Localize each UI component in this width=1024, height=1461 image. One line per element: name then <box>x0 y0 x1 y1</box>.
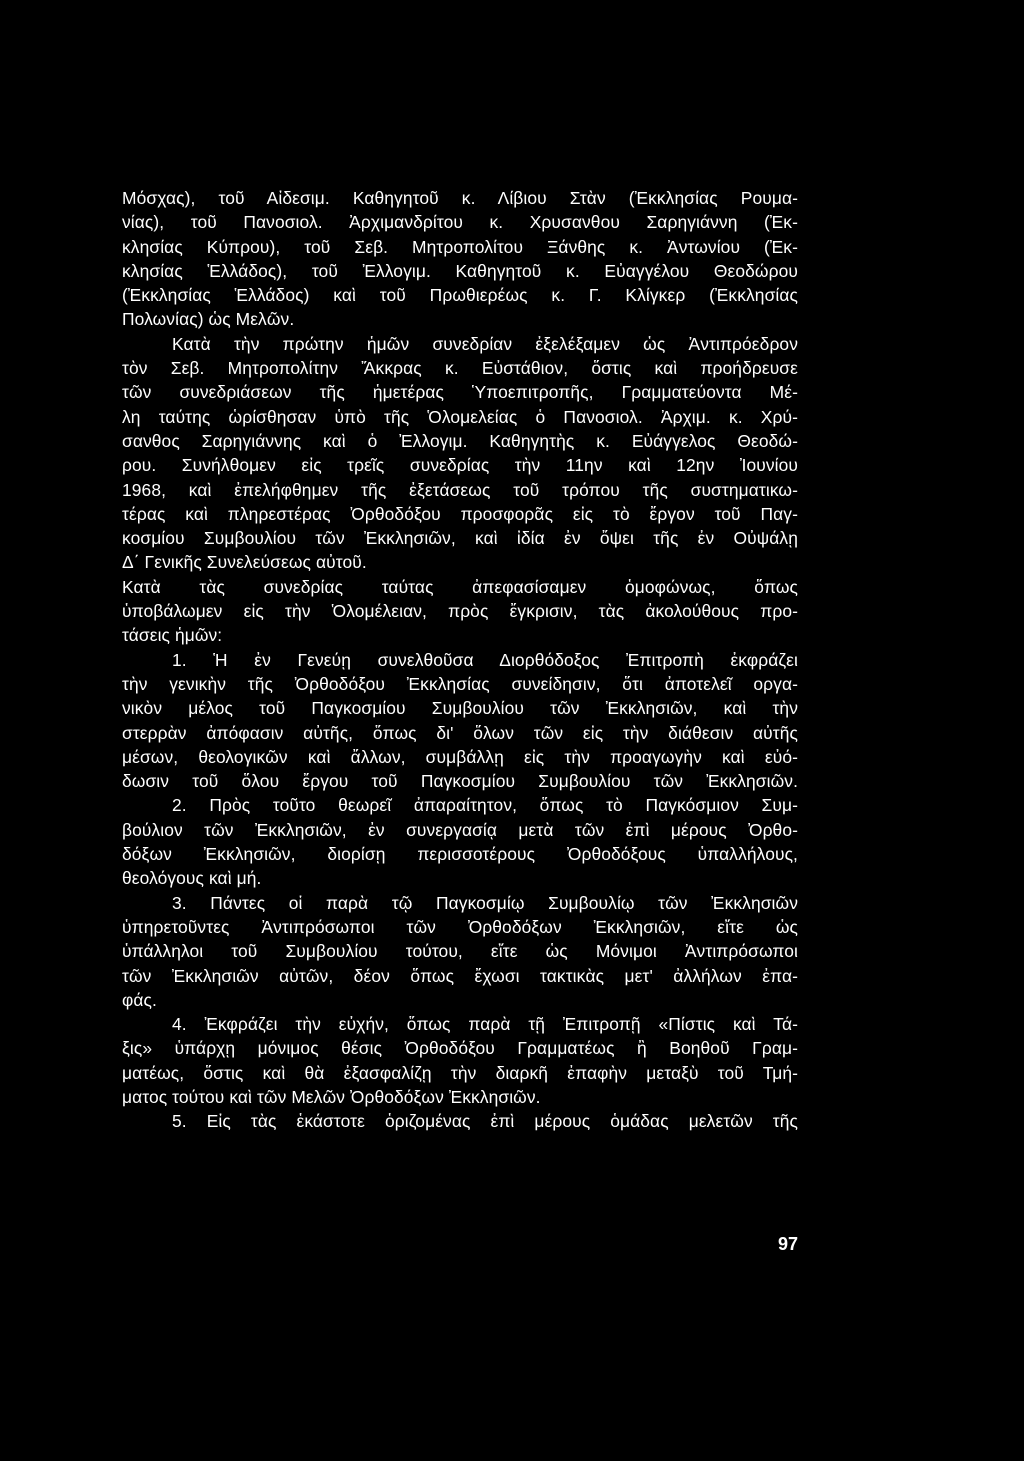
text-line: ξις» ὑπάρχῃ μόνιμος θέσις Ὀρθοδόξου Γραμματέως ἢ Βοηθοῦ Γραμ- <box>122 1038 798 1059</box>
text-line: δόξων Ἐκκλησιῶν, διορίσῃ περισσοτέρους Ὀρθοδόξους ὑπαλλήλους, <box>122 844 798 865</box>
text-line: 1. Ἡ ἐν Γενεύῃ συνελθοῦσα Διορθόδοξος Ἐπιτροπὴ ἐκφράζει <box>172 649 798 670</box>
text-line: ρου. Συνήλθομεν εἰς τρεῖς συνεδρίας τὴν 11ην καὶ 12ην Ἰουνίου <box>122 455 798 476</box>
text-line: φάς. <box>122 989 157 1010</box>
text-line: δωσιν τοῦ ὅλου ἔργου τοῦ Παγκοσμίου Συμβουλίου τῶν Ἐκκλησιῶν. <box>122 771 798 792</box>
text-line: 1968, καὶ ἐπελήφθημεν τῆς ἐξετάσεως τοῦ τρόπου τῆς συστηματικω- <box>122 479 798 500</box>
text-line: (Ἐκκλησίας Ἑλλάδος) καὶ τοῦ Πρωθιερέως κ. Γ. Κλίγκερ (Ἐκκλησίας <box>122 285 798 306</box>
text-line: ὑποβάλωμεν εἰς τὴν Ὁλομέλειαν, πρὸς ἔγκρισιν, τὰς ἀκολούθους προ- <box>122 601 798 622</box>
text-line: Μόσχας), τοῦ Αἰδεσιμ. Καθηγητοῦ κ. Λίβιου Στὰν (Ἐκκλησίας Ρουμα- <box>122 188 798 208</box>
page-number: 97 <box>777 1234 798 1254</box>
text-line: κοσμίου Συμβουλίου τῶν Ἐκκλησιῶν, καὶ ἰδία ἐν ὄψει τῆς ἐν Οὐψάλῃ <box>122 528 798 549</box>
text-line: 3. Πάντες οἱ παρὰ τῷ Παγκοσμίῳ Συμβουλίῳ τῶν Ἐκκλησιῶν <box>172 892 798 913</box>
text-line: σανθος Σαρηγιάννης καὶ ὁ Ἐλλογιμ. Καθηγητὴς κ. Εὐάγγελος Θεοδώ- <box>122 430 798 451</box>
text-line: Πολωνίας) ὡς Μελῶν. <box>122 309 295 330</box>
text-line: μέσων, θεολογικῶν καὶ ἄλλων, συμβάλλῃ εἰς τὴν προαγωγὴν καὶ εὐό- <box>122 746 798 767</box>
text-line: στερρὰν ἀπόφασιν αὐτῆς, ὅπως δι' ὅλων τῶν εἰς τὴν διάθεσιν αὐτῆς <box>122 722 798 743</box>
text-line: τὴν γενικὴν τῆς Ὀρθοδόξου Ἐκκλησίας συνείδησιν, ὅτι ἀποτελεῖ οργα- <box>122 673 798 694</box>
text-line: Δ΄ Γενικῆς Συνελεύσεως αὐτοῦ. <box>122 552 367 573</box>
text-line: 4. Ἐκφράζει τὴν εὐχήν, ὅπως παρὰ τῇ Ἐπιτροπῇ «Πίστις καὶ Τά- <box>172 1014 798 1035</box>
text-line: 2. Πρὸς τοῦτο θεωρεῖ ἀπαραίτητον, ὅπως τὸ Παγκόσμιον Συμ- <box>172 795 798 816</box>
text-line: ματος τούτου καὶ τῶν Μελῶν Ὀρθοδόξων Ἐκκλησιῶν. <box>122 1086 541 1107</box>
body-text <box>122 186 798 1134</box>
text-line: βούλιον τῶν Ἐκκλησιῶν, ἐν συνεργασίᾳ μετὰ τῶν ἐπὶ μέρους Ὀρθο- <box>122 819 798 840</box>
text-line: λη ταύτης ὡρίσθησαν ὑπὸ τῆς Ὁλομελείας ὁ Πανοσιολ. Ἀρχιμ. κ. Χρύ- <box>122 406 798 427</box>
text-line: ματέως, ὅστις καὶ θὰ ἐξασφαλίζῃ τὴν διαρκῆ ἐπαφὴν μεταξὺ τοῦ Τμή- <box>122 1062 798 1083</box>
text-line: τάσεις ἡμῶν: <box>122 625 223 646</box>
text-line: ὑπηρετοῦντες Ἀντιπρόσωποι τῶν Ὀρθοδόξων Ἐκκλησιῶν, εἴτε ὡς <box>122 916 798 937</box>
text-line: 5. Εἰς τὰς ἑκάστοτε ὁριζομένας ἐπὶ μέρους ὁμάδας μελετῶν τῆς <box>172 1111 798 1132</box>
text-line: θεολόγους καὶ μή. <box>122 868 262 889</box>
text-line: Κατὰ τὴν πρώτην ἡμῶν συνεδρίαν ἐξελέξαμεν ὡς Ἀντιπρόεδρον <box>172 333 798 354</box>
text-line: νικὸν μέλος τοῦ Παγκοσμίου Συμβουλίου τῶν Ἐκκλησιῶν, καὶ τὴν <box>122 698 798 719</box>
text-line: κλησίας Κύπρου), τοῦ Σεβ. Μητροπολίτου Ξάνθης κ. Ἀντωνίου (Ἐκ- <box>122 236 798 257</box>
text-line: ὑπάλληλοι τοῦ Συμβουλίου τούτου, εἴτε ὡς Μόνιμοι Ἀντιπρόσωποι <box>122 941 798 962</box>
text-line: τῶν συνεδριάσεων τῆς ἡμετέρας Ὑποεπιτροπῆς, Γραμματεύοντα Μέ- <box>122 382 798 403</box>
text-line: τὸν Σεβ. Μητροπολίτην Ἄκκρας κ. Εὐστάθιον, ὅστις καὶ προήδρευσε <box>122 358 798 379</box>
text-line: Κατὰ τὰς συνεδρίας ταύτας ἀπεφασίσαμεν ὁμοφώνως, ὅπως <box>122 576 798 597</box>
text-line: τέρας καὶ πληρεστέρας Ὀρθοδόξου προσφορᾶς εἰς τὸ ἔργον τοῦ Παγ- <box>122 503 798 524</box>
text-line: κλησίας Ἑλλάδος), τοῦ Ἐλλογιμ. Καθηγητοῦ κ. Εὐαγγέλου Θεοδώρου <box>122 260 798 281</box>
text-line: νίας), τοῦ Πανοσιολ. Ἀρχιμανδρίτου κ. Χρυσανθου Σαρηγιάννη (Ἐκ- <box>122 212 798 233</box>
text-line: τῶν Ἐκκλησιῶν αὐτῶν, δέον ὅπως ἔχωσι τακτικὰς μετ' ἀλλήλων ἐπα- <box>122 965 798 986</box>
